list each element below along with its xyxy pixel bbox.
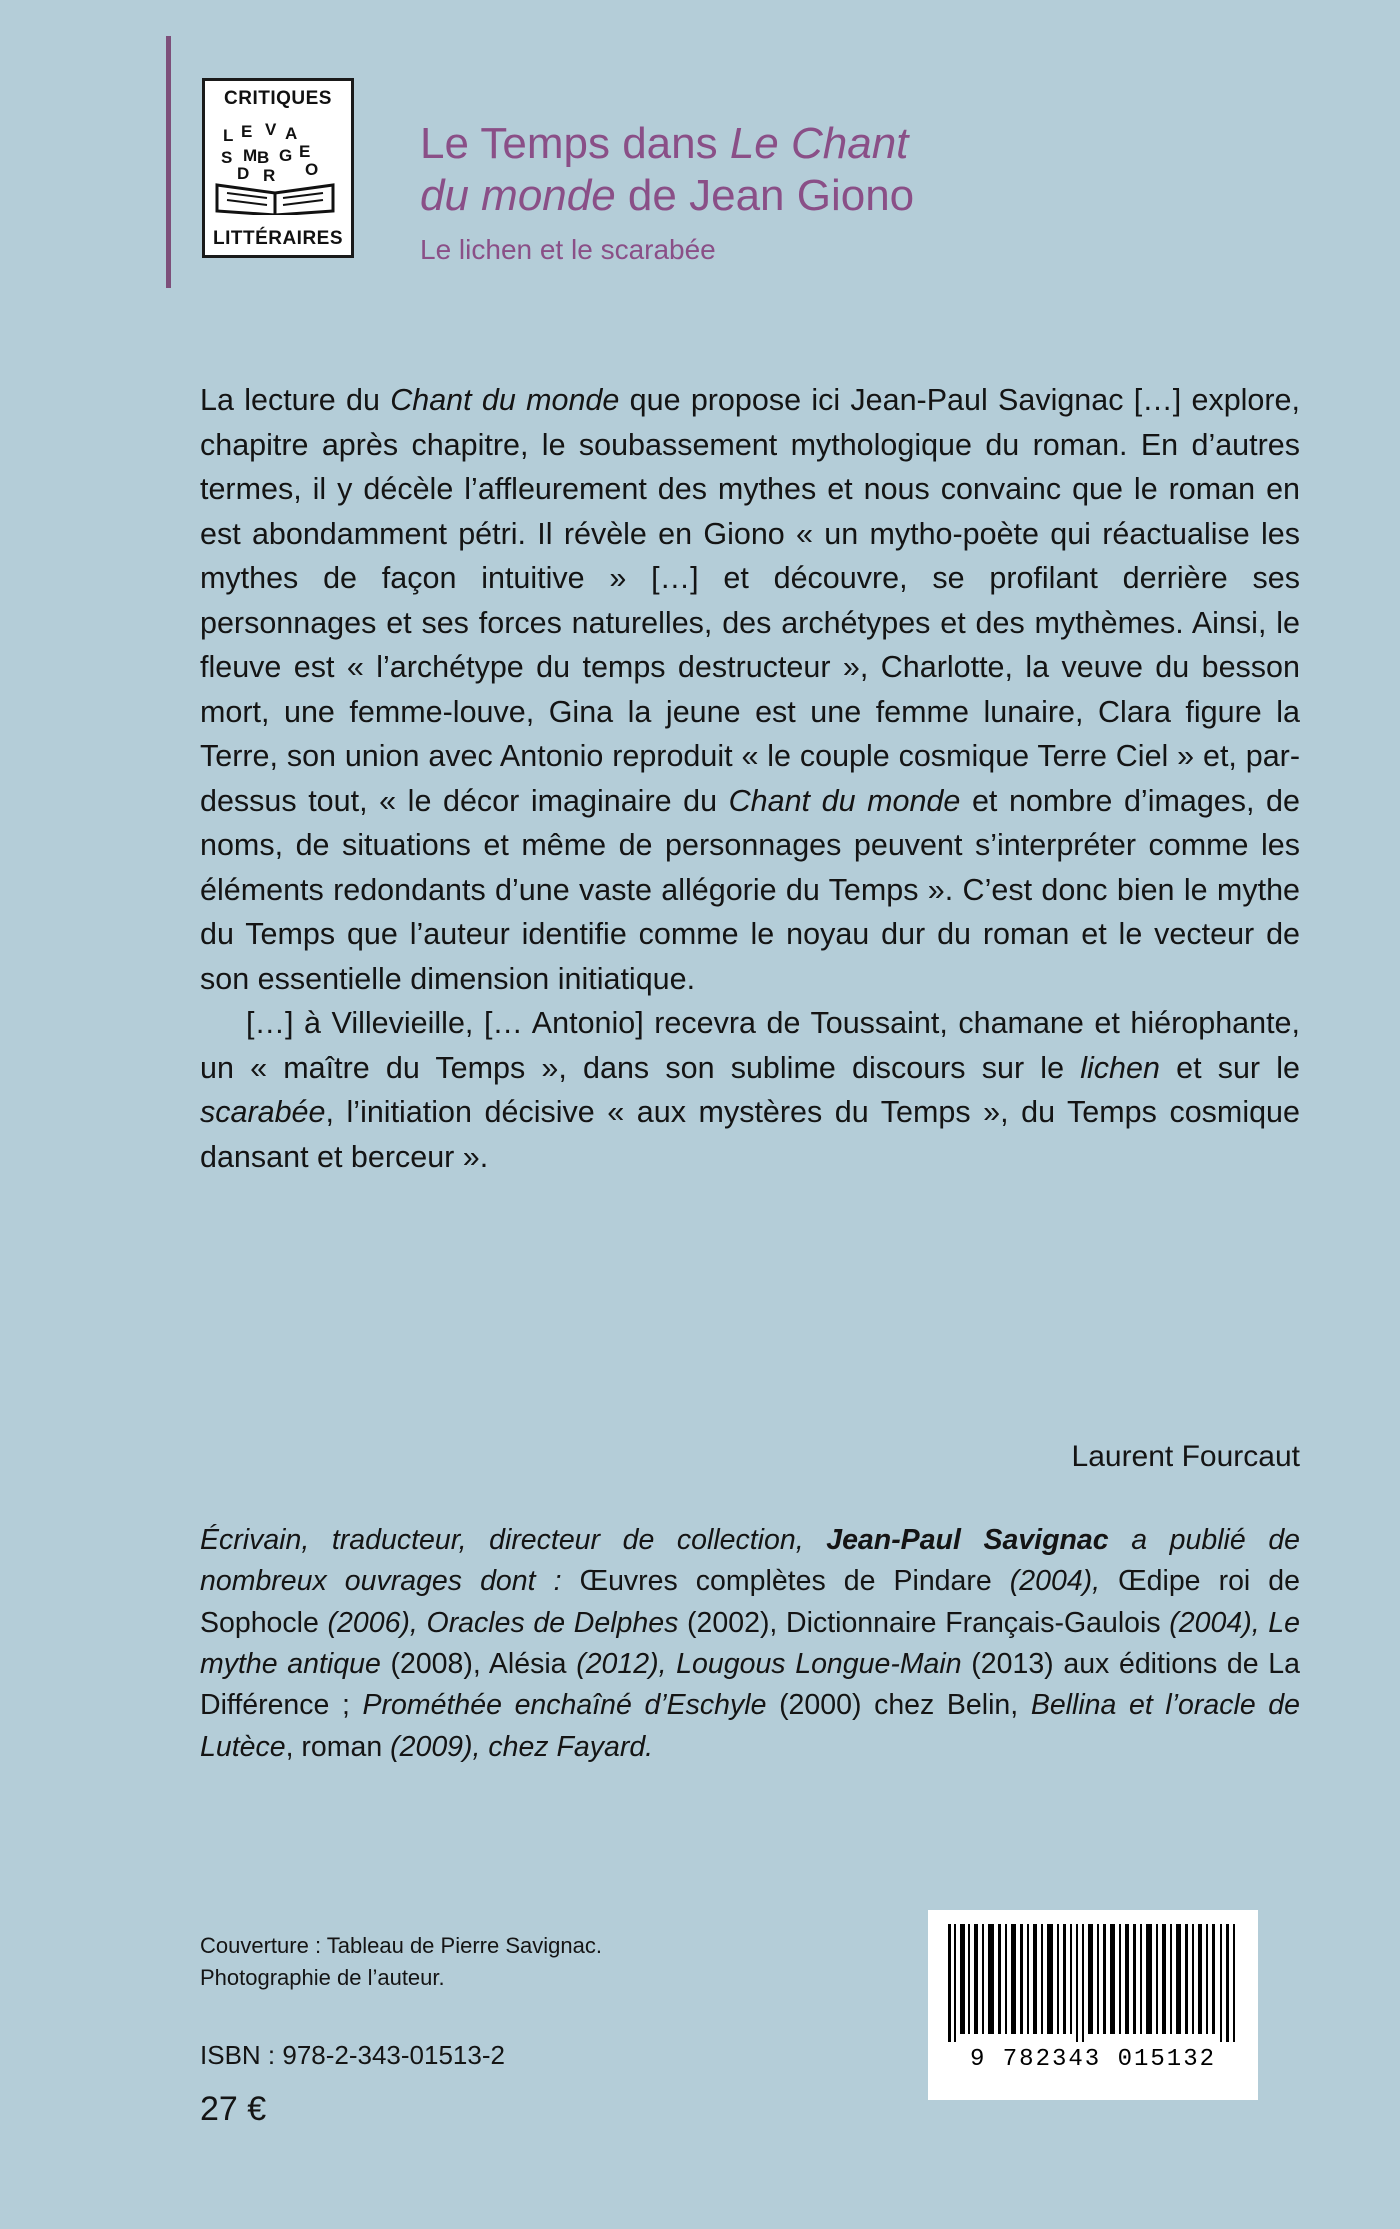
isbn-text: ISBN : 978-2-343-01513-2 <box>200 2040 505 2070</box>
bio-a: Écrivain, traducteur, directeur de collection, <box>200 1524 827 1556</box>
bio-j: (2012), Lougous Longue-Main <box>576 1647 972 1680</box>
svg-text:S: S <box>221 147 233 167</box>
book-title-work-part1: Le Chant <box>729 119 909 168</box>
blurb-p1-italic-2: Chant du monde <box>728 783 961 818</box>
blurb-p2-italic-1: lichen <box>1080 1050 1160 1085</box>
svg-text:E: E <box>241 122 253 141</box>
svg-text:G: G <box>279 145 293 165</box>
svg-text:M: M <box>243 145 258 165</box>
barcode-number: 9 782343 015132 <box>969 2046 1217 2073</box>
cover-credits <box>200 1930 602 1994</box>
book-title-suffix: de Jean Giono <box>615 170 915 220</box>
svg-text:O: O <box>305 159 319 179</box>
barcode-bars-icon <box>948 1924 1238 2042</box>
svg-text:V: V <box>265 122 277 139</box>
blurb-p1-a: La lecture du <box>200 383 391 417</box>
book-title-prefix: Le Temps dans <box>420 119 730 168</box>
author-bio <box>200 1520 1300 1768</box>
bio-b: a publié de nombreux ouvrages dont : <box>200 1524 1301 1598</box>
svg-text:L: L <box>223 125 234 145</box>
blurb-p1-c: et nombre d’images, de noms, de situations et même de personnages peuvent s’interpréter comme les éléments redondants d’une vaste allégorie du Temps ». C’est donc bien le mythe du Temps que l’auteur identifie comme le noyau dur du roman et le vecteur de son essentielle dimension initiatique. <box>200 783 1300 996</box>
blurb-paragraph-1 <box>200 378 1300 1001</box>
open-book-icon-svg <box>213 123 343 215</box>
bio-e: Œdipe roi de Sophocle <box>200 1565 1300 1639</box>
bio-author-name: Jean-Paul Savignac <box>826 1524 1109 1556</box>
svg-text:E: E <box>299 141 311 161</box>
open-book-icon <box>213 123 343 215</box>
bio-o: , roman <box>285 1730 391 1763</box>
book-title <box>420 118 1160 222</box>
bio-c: Œuvres complètes de Pindare <box>579 1565 992 1598</box>
book-subtitle: Le lichen et le scarabée <box>420 233 716 265</box>
bio-i: (2008), Alésia <box>390 1647 577 1680</box>
price-text: 27 € <box>200 2090 267 2128</box>
blurb-p2-c: , l’initiation décisive « aux mystères du Temps », du Temps cosmique dansant et berceur ». <box>200 1095 1300 1174</box>
blurb-text <box>200 378 1300 1179</box>
collection-logo <box>202 78 354 258</box>
accent-rule <box>166 36 171 288</box>
blurb-author-signature: Laurent Fourcaut <box>1071 1440 1300 1473</box>
blurb-p2-italic-2: scarabée <box>200 1095 326 1130</box>
bio-h: (2004), Le mythe antique <box>200 1606 1301 1680</box>
blurb-p1-italic-1: Chant du monde <box>390 383 620 417</box>
blurb-p2-a: […] à Villevieille, [… Antonio] recevra de Toussaint, chamane et hiérophante, un « maître du Temps », dans son sublime discours sur le <box>200 1006 1300 1085</box>
credits-line-1: Couverture : Tableau de Pierre Savignac. <box>200 1933 602 1958</box>
bio-f: (2006), Oracles de Delphes <box>318 1606 688 1639</box>
blurb-p1-b: que propose ici Jean-Paul Savignac […] explore, chapitre après chapitre, le soubassement mythologique du roman. En d’autres termes, il y décèle l’affleurement des mythes et nous convainc que le roman en est abondamment pétri. Il révèle en Giono « un mytho-poète qui réactualise les mythes de façon intuitive » […] et découvre, se profilant derrière ses personnages et ses forces naturelles, des archétypes et des mythèmes. Ainsi, le fleuve est « l’archétype du temps destructeur », Charlotte, la veuve du besson mort, une femme-louve, Gina la jeune est une femme lunaire, Clara figure la Terre, son union avec Antonio reproduit « le couple cosmique Terre Ciel » et, par-dessus tout, « le décor imaginaire du <box>200 383 1300 818</box>
book-title-work-part2: du monde <box>420 170 616 220</box>
collection-logo-bottom-text: LITTÉRAIRES <box>212 228 344 249</box>
svg-text:R: R <box>263 165 276 185</box>
svg-text:A: A <box>285 123 298 143</box>
blurb-paragraph-2 <box>200 1001 1300 1179</box>
bio-m: (2000) chez Belin, <box>779 1689 1031 1722</box>
bio-l: Prométhée enchaîné d’Eschyle <box>362 1689 780 1722</box>
title-block <box>420 118 1160 266</box>
barcode <box>928 1910 1258 2100</box>
collection-logo-top-text: CRITIQUES <box>224 88 332 109</box>
bio-k: (2013) aux éditions de La Différence ; <box>200 1647 1300 1722</box>
bio-g: (2002), Dictionnaire Français-Gaulois <box>687 1606 1161 1639</box>
bio-p: (2009), chez Fayard. <box>390 1730 654 1763</box>
blurb-p2-b: et sur le <box>1159 1050 1301 1085</box>
bio-n: Bellina et l’oracle de Lutèce <box>200 1689 1300 1763</box>
svg-text:D: D <box>237 163 250 183</box>
svg-text:B: B <box>257 147 270 167</box>
bio-d: (2004), <box>991 1565 1119 1598</box>
credits-line-2: Photographie de l’auteur. <box>200 1964 445 1990</box>
